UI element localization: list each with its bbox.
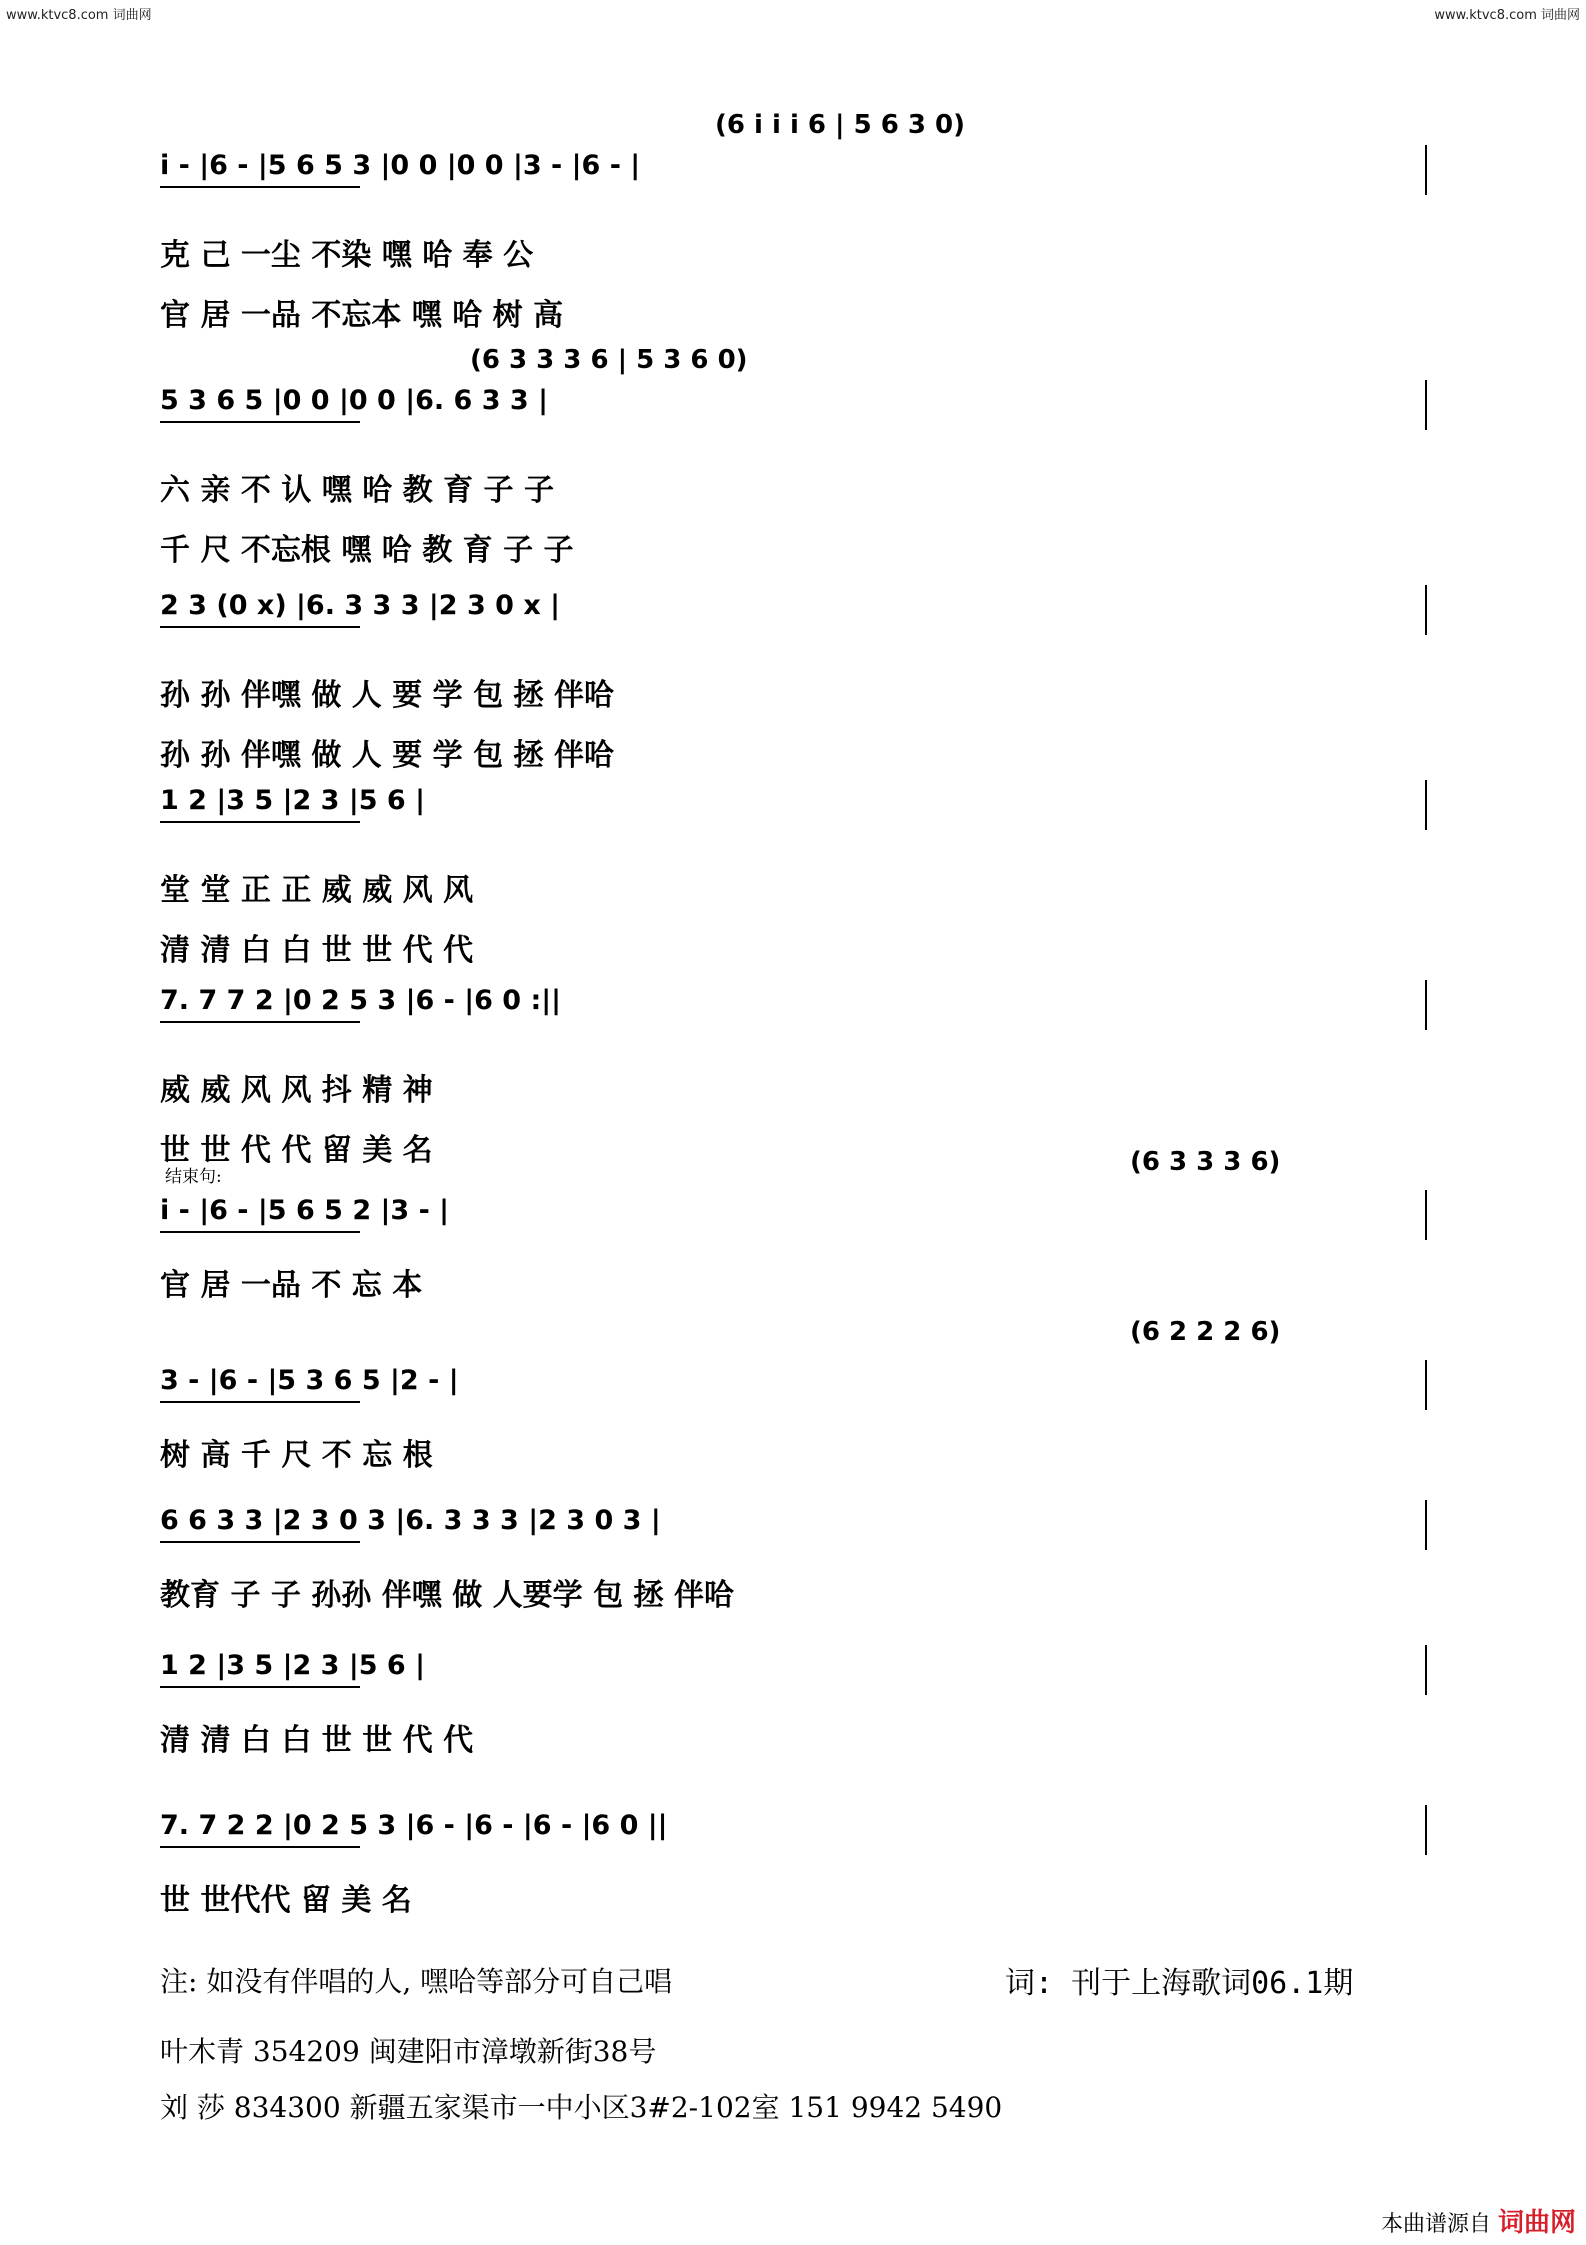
ending-lyrics: 清 清 白 白 世 世 代 代 [160,1723,474,1758]
ending-notation: 3 - |6 - |5 3 6 5 |2 - | [160,1365,459,1396]
barline-end [1425,585,1427,635]
ending-lyrics: 树 高 千 尺 不 忘 根 [160,1438,433,1473]
beam-underline [160,186,360,188]
ending-notation: 6 6 3 3 |2 3 0 3 |6. 3 3 3 |2 3 0 3 | [160,1505,661,1536]
ending-accompaniment: (6 3 3 3 6) [1130,1147,1281,1177]
barline-end [1425,1645,1427,1695]
lyrics-verse-1: 六 亲 不 认 嘿 哈 教 育 子 子 [160,473,554,508]
lyrics-verse-2: 孙 孙 伴嘿 做 人 要 学 包 拯 伴哈 [160,738,614,773]
beam-underline [160,1021,360,1023]
accompaniment-line: (6 i i i 6 | 5 6 3 0) [715,110,966,140]
beam-underline [160,421,360,423]
notation-line: 5 3 6 5 |0 0 |0 0 |6. 6 3 3 | [160,385,548,416]
ending-label: 结束句: [165,1167,222,1187]
footer-source [1381,2202,1576,2239]
footer-lyricist: 词: 刊于上海歌词06.1期 [1005,1966,1354,2001]
ending-lyrics: 教育 子 子 孙孙 伴嘿 做 人要学 包 拯 伴哈 [160,1578,734,1613]
lyrics-verse-1: 孙 孙 伴嘿 做 人 要 学 包 拯 伴哈 [160,678,614,713]
barline-end [1425,980,1427,1030]
beam-underline [160,1846,360,1848]
ending-notation: 1 2 |3 5 |2 3 |5 6 | [160,1650,425,1681]
barline-end [1425,1190,1427,1240]
lyrics-verse-1: 堂 堂 正 正 威 威 风 风 [160,873,474,908]
notation-line: 2 3 (0 x) |6. 3 3 3 |2 3 0 x | [160,590,561,621]
footer-source-label: 本曲谱源自 [1380,2212,1491,2237]
footer-source-brand: 词曲网 [1497,2208,1576,2238]
beam-underline [160,1686,360,1688]
footer-contact-2: 刘 莎 834300 新疆五家渠市一中小区3#2-102室 151 9942 5490 [160,2091,1003,2124]
ending-notation: 7. 7 2 2 |0 2 5 3 |6 - |6 - |6 - |6 0 || [160,1810,668,1841]
ending-lyrics: 世 世代代 留 美 名 [160,1883,412,1918]
notation-line: 1 2 |3 5 |2 3 |5 6 | [160,785,425,816]
ending-notation: i - |6 - |5 6 5 2 |3 - | [160,1195,450,1226]
lyrics-verse-2: 清 清 白 白 世 世 代 代 [160,933,474,968]
site-header-left: www.ktvc8.com 词曲网 [6,8,152,23]
lyrics-verse-2: 官 居 一品 不忘本 嘿 哈 树 高 [160,298,564,333]
beam-underline [160,821,360,823]
lyrics-verse-1: 威 威 风 风 抖 精 神 [160,1073,433,1108]
ending-accompaniment: (6 2 2 2 6) [1130,1317,1281,1347]
barline-end [1425,380,1427,430]
beam-underline [160,1401,360,1403]
lyrics-verse-2: 世 世 代 代 留 美 名 [160,1133,433,1168]
accompaniment-line: (6 3 3 3 6 | 5 3 6 0) [470,345,748,375]
barline-end [1425,145,1427,195]
ending-lyrics: 官 居 一品 不 忘 本 [160,1268,423,1303]
beam-underline [160,1541,360,1543]
lyrics-verse-2: 千 尺 不忘根 嘿 哈 教 育 子 子 [160,533,574,568]
lyrics-verse-1: 克 己 一尘 不染 嘿 哈 奉 公 [160,238,534,273]
notation-line: 7. 7 7 2 |0 2 5 3 |6 - |6 0 :|| [160,985,562,1016]
beam-underline [160,626,360,628]
barline-end [1425,1360,1427,1410]
site-header-right: www.ktvc8.com 词曲网 [1434,8,1580,23]
notation-line: i - |6 - |5 6 5 3 |0 0 |0 0 |3 - |6 - | [160,150,641,181]
footer-contact-1: 叶木青 354209 闽建阳市漳墩新街38号 [160,2035,657,2068]
footer-note: 注: 如没有伴唱的人, 嘿哈等部分可自己唱 [160,1965,673,1998]
barline-end [1425,780,1427,830]
beam-underline [160,1231,360,1233]
barline-end [1425,1500,1427,1550]
barline-end [1425,1805,1427,1855]
